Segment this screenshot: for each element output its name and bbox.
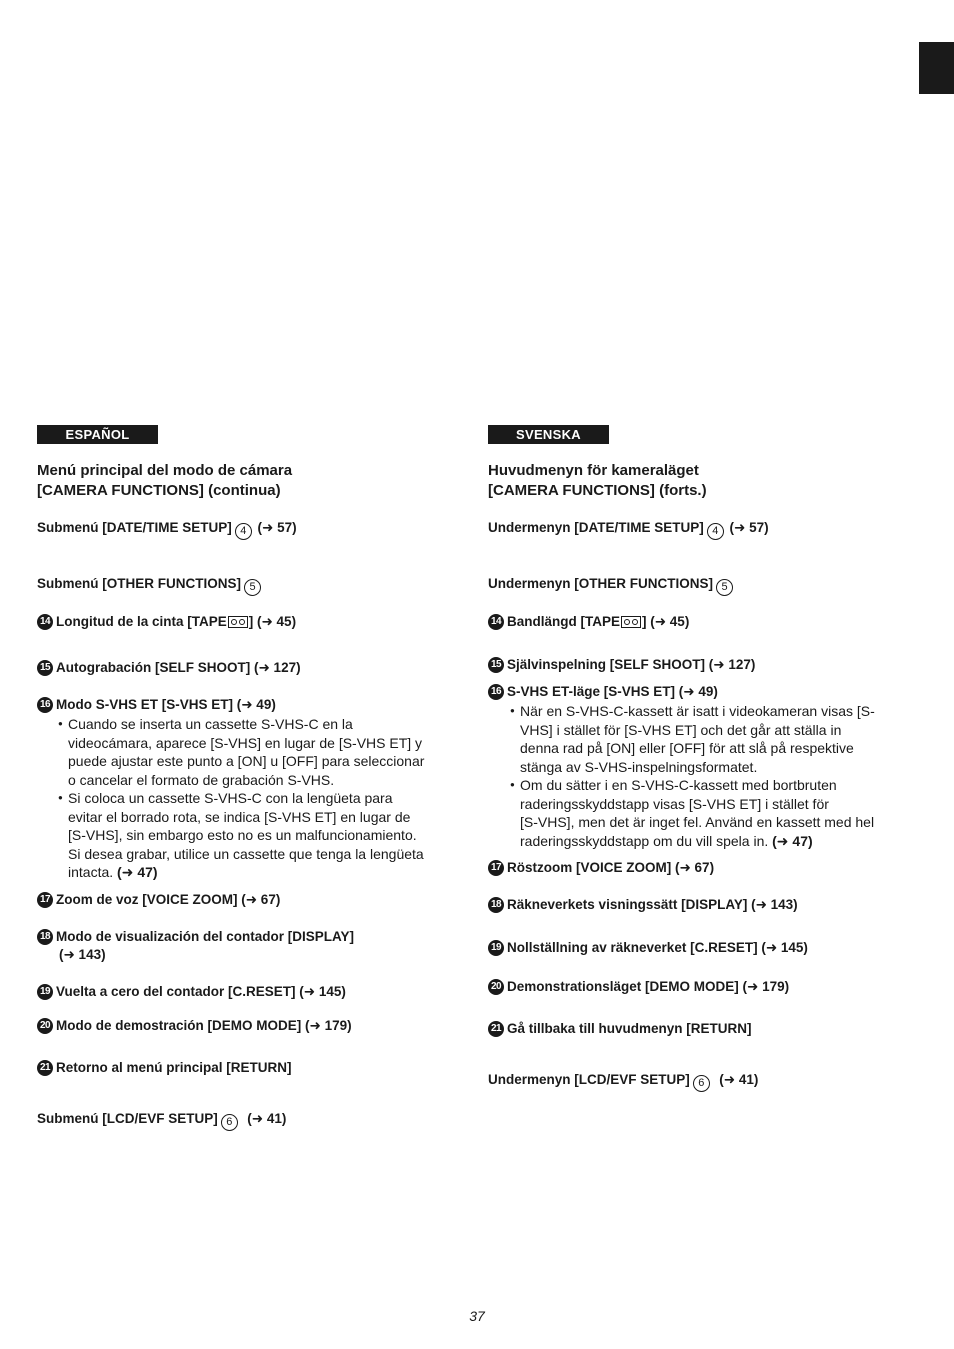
submenu-other-functions-sv: Undermenyn [OTHER FUNCTIONS] 5 [488, 575, 735, 596]
number-badge-icon: 19 [488, 940, 504, 956]
number-badge-icon: 17 [488, 860, 504, 876]
submenu-other-functions-es: Submenú [OTHER FUNCTIONS] 5 [37, 575, 263, 596]
menu-item-16-es: 16 Modo S-VHS ET [S-VHS ET] (➜ 49) [37, 696, 276, 714]
notes-es [58, 715, 424, 882]
number-badge-icon: 20 [488, 979, 504, 995]
number-badge-icon: 21 [488, 1021, 504, 1037]
circled-number-icon: 4 [235, 523, 252, 540]
menu-item-15-es: 15 Autograbación [SELF SHOOT] (➜ 127) [37, 659, 301, 677]
menu-item-17-es: 17 Zoom de voz [VOICE ZOOM] (➜ 67) [37, 891, 280, 909]
number-badge-icon: 15 [37, 660, 53, 676]
note-bullet: ● Si coloca un cassette S-VHS-C con la lengüeta para evitar el borrado rota, se indica [S-VHS ET] en lugar de [S-VHS], sin embargo esto no es un malfuncionamiento. Si desea grabar, utilice un cassette que tenga la lengüeta intacta. (➜ 47) [58, 789, 424, 882]
notes-sv [510, 702, 875, 850]
circled-number-icon: 6 [221, 1114, 238, 1131]
menu-item-18-sv: 18 Räkneverkets visningssätt [DISPLAY] (➜ 143) [488, 896, 798, 914]
corner-tab [919, 42, 954, 94]
number-badge-icon: 17 [37, 892, 53, 908]
language-tag-es: ESPAÑOL [37, 425, 158, 444]
menu-item-17-sv: 17 Röstzoom [VOICE ZOOM] (➜ 67) [488, 859, 714, 877]
circled-number-icon: 5 [244, 579, 261, 596]
tape-icon [228, 616, 248, 628]
note-bullet: ● Om du sätter i en S-VHS-C-kassett med bortbruten raderingsskyddstapp visas [S-VHS ET] i stället för [S-VHS], men det är inget fel. Använd en kassett med hel raderingsskyddstapp om du vill spela in. (➜ 47) [510, 776, 875, 850]
number-badge-icon: 21 [37, 1060, 53, 1076]
number-badge-icon: 16 [488, 684, 504, 700]
section-title-sv: Huvudmenyn för kameraläget [CAMERA FUNCTIONS] (forts.) [488, 462, 707, 499]
circled-number-icon: 5 [716, 579, 733, 596]
number-badge-icon: 14 [37, 614, 53, 630]
menu-item-18-es: 18 Modo de visualización del contador [DISPLAY] [37, 928, 354, 946]
tape-icon [621, 616, 641, 628]
menu-item-21-sv: 21 Gå tillbaka till huvudmenyn [RETURN] [488, 1020, 752, 1038]
submenu-lcd-evf-sv: Undermenyn [LCD/EVF SETUP] 6 (➜ 41) [488, 1071, 758, 1092]
menu-item-14-sv: 14 Bandlängd [TAPE ] (➜ 45) [488, 613, 689, 631]
submenu-date-time-es: Submenú [DATE/TIME SETUP] 4 (➜ 57) [37, 519, 297, 540]
menu-item-19-es: 19 Vuelta a cero del contador [C.RESET] (➜ 145) [37, 983, 346, 1001]
note-bullet: ● När en S-VHS-C-kassett är isatt i videokameran visas [S- VHS] i stället för [S-VHS ET] och det går att ställa in denna rad på [ON] eller [OFF] för att slå på respektive stänga av S-VHS-inspelningsformatet. [510, 702, 875, 776]
circled-number-icon: 4 [707, 523, 724, 540]
number-badge-icon: 18 [37, 929, 53, 945]
menu-item-20-es: 20 Modo de demostración [DEMO MODE] (➜ 179) [37, 1017, 352, 1035]
number-badge-icon: 20 [37, 1018, 53, 1034]
number-badge-icon: 16 [37, 697, 53, 713]
page-number: 37 [469, 1308, 485, 1324]
menu-item-18-ref-es: (➜ 143) [59, 947, 106, 962]
submenu-date-time-sv: Undermenyn [DATE/TIME SETUP] 4 (➜ 57) [488, 519, 769, 540]
section-title-es: Menú principal del modo de cámara [CAMERA FUNCTIONS] (continua) [37, 462, 293, 499]
menu-item-20-sv: 20 Demonstrationsläget [DEMO MODE] (➜ 179) [488, 978, 789, 996]
number-badge-icon: 19 [37, 984, 53, 1000]
number-badge-icon: 18 [488, 897, 504, 913]
number-badge-icon: 14 [488, 614, 504, 630]
number-badge-icon: 15 [488, 657, 504, 673]
circled-number-icon: 6 [693, 1075, 710, 1092]
menu-item-19-sv: 19 Nollställning av räkneverket [C.RESET] (➜ 145) [488, 939, 808, 957]
menu-item-21-es: 21 Retorno al menú principal [RETURN] [37, 1059, 292, 1077]
menu-item-14-es: 14 Longitud de la cinta [TAPE ] (➜ 45) [37, 613, 296, 631]
menu-item-16-sv: 16 S-VHS ET-läge [S-VHS ET] (➜ 49) [488, 683, 718, 701]
note-bullet: ● Cuando se inserta un cassette S-VHS-C en la videocámara, aparece [S-VHS] en lugar de [S-VHS ET] y puede ajustar este punto a [ON] u [OFF] para seleccionar o cancelar el formato de grabación S-VHS. [58, 715, 424, 789]
menu-item-15-sv: 15 Självinspelning [SELF SHOOT] (➜ 127) [488, 656, 755, 674]
submenu-lcd-evf-es: Submenú [LCD/EVF SETUP] 6 (➜ 41) [37, 1110, 286, 1131]
language-tag-sv: SVENSKA [488, 425, 609, 444]
